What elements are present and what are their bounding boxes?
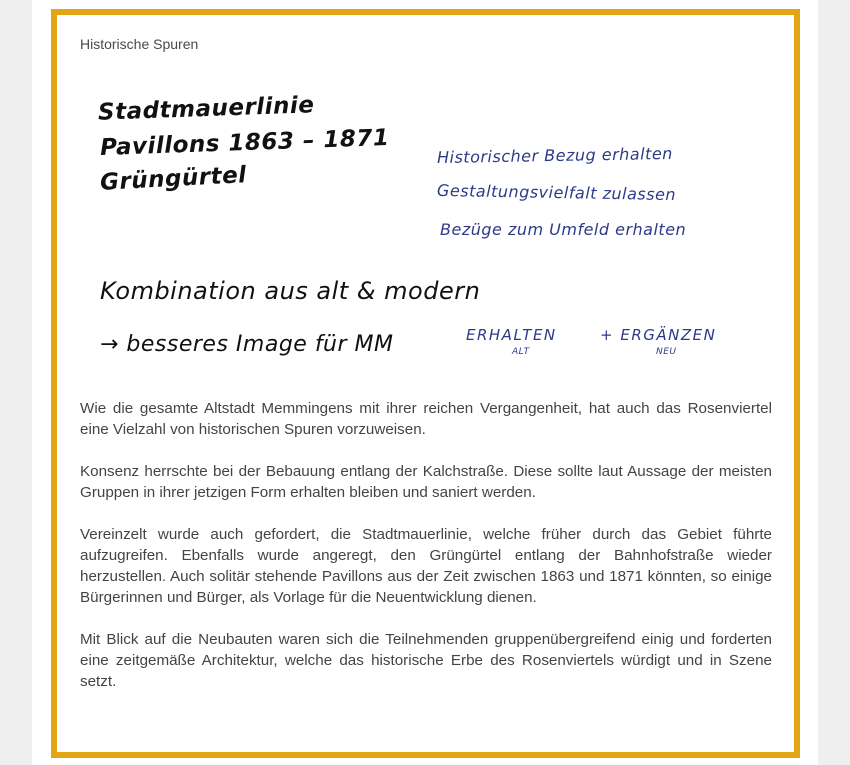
- handwritten-bezuege-umfeld: Bezüge zum Umfeld erhalten: [440, 220, 687, 239]
- handwritten-erhalten-alt: ALT: [512, 347, 530, 357]
- handwritten-historischer-bezug: Historischer Bezug erhalten: [436, 143, 674, 168]
- handwritten-erhalten: ERHALTEN: [466, 326, 557, 344]
- paragraph-2: Konsenz herrschte bei der Bebauung entlang der Kalchstraße. Diese sollte laut Aussage der meisten Gruppen in ihrer jetzigen Form erhalten bleiben und saniert werden.: [80, 463, 772, 501]
- paragraph-3: Vereinzelt wurde auch gefordert, die Stadtmauerlinie, welche früher durch das Gebiet führte aufzugreifen. Ebenfalls wurde angeregt, den Grüngürtel entlang der Bahnhofstraße wieder herzustellen. Auch solitär stehende Pavillons aus der Zeit zwischen 1863 und 1871 könnten, so einige Bürgerinnen und Bürger, als Vorlage für die Neuentwicklung dienen.: [80, 526, 772, 606]
- handwritten-stadtmauerlinie: Stadtmauerlinie: [97, 92, 315, 126]
- handwritten-kombination: Kombination aus alt & modern: [100, 277, 481, 305]
- handwritten-ergaenzen-neu: NEU: [656, 347, 677, 357]
- paragraph-4: Mit Blick auf die Neubauten waren sich die Teilnehmenden gruppenübergreifend einig und forderten eine zeitgemäße Architektur, welche das historische Erbe des Rosenviertels würdigt und in Szene setzt.: [80, 631, 772, 690]
- handwritten-besseres-image: → besseres Image für MM: [100, 332, 394, 357]
- handwritten-gestaltungsvielfalt: Gestaltungsvielfalt zulassen: [436, 180, 677, 205]
- paragraph-1: Wie die gesamte Altstadt Memmingens mit ihrer reichen Vergangenheit, hat auch das Rosenviertel eine Vielzahl von historischen Spuren vorzuweisen.: [80, 400, 772, 438]
- page-header: Historische Spuren: [80, 36, 199, 52]
- handwritten-ergaenzen: + ERGÄNZEN: [600, 326, 717, 344]
- handwritten-gruenguertel: Grüngürtel: [99, 162, 248, 196]
- handwritten-pavillons: Pavillons 1863 – 1871: [99, 124, 390, 162]
- body-text: [80, 398, 772, 692]
